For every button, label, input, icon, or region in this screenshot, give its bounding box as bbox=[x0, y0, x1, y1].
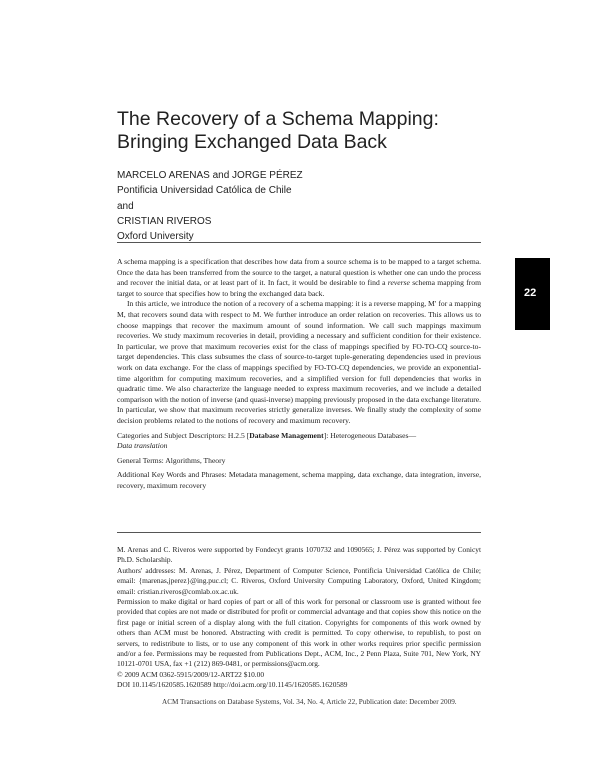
paper-title bbox=[117, 108, 497, 154]
header-divider bbox=[117, 242, 481, 243]
emphasis: reverse bbox=[387, 278, 410, 288]
footnote-divider bbox=[117, 532, 481, 533]
article-number-tab bbox=[515, 258, 550, 330]
text: schema mapping from target to source that specifies how to bring the exchanged data back. bbox=[117, 278, 481, 298]
text: Data translation bbox=[117, 441, 168, 451]
general-terms: General Terms: Algorithms, Theory bbox=[117, 455, 226, 465]
article-number: 22 bbox=[524, 287, 537, 299]
author-block bbox=[117, 168, 303, 244]
text: A schema mapping is a specification that describes how data from a source schema is to be mapped to a target schema. Once the data has been transferred from the source to the target, a natural question is whether one can undo the process and recover the initial data, or at least part of it. In fact, it would be desirable to find a bbox=[117, 257, 481, 288]
categories bbox=[117, 431, 481, 452]
permission-note: Permission to make digital or hard copies of part or all of this work for personal or classroom use is granted without fee provided that copies are not made or distributed for profit or commercial advantage and that copies show this notice on the first page or initial screen of a display along with the full citation. Copyrights for components of this work owned by others than ACM must be honored. Abstracting with credit is permitted. To copy otherwise, to republish, to post on servers, to redistribute to lists, or to use any component of this work in other works requires prior specific permission and/or a fee. Permissions may be requested from Publications Dept., ACM, Inc., 2 Penn Plaza, Suite 701, New York, NY 10121-0701 USA, fax +1 (212) 869-0481, or permissions@acm.org. bbox=[117, 597, 481, 669]
text: Categories and Subject Descriptors: H.2.5 [ bbox=[117, 430, 250, 440]
text: Database Management bbox=[249, 430, 324, 440]
funding-note: M. Arenas and C. Riveros were supported by Fondecyt grants 1070732 and 1090565; J. Pérez was supported by Conicyt Ph.D. Scholarship. bbox=[117, 545, 481, 565]
title-line-1: The Recovery of a Schema Mapping: bbox=[117, 108, 439, 130]
text: ]: Heterogeneous Databases— bbox=[323, 430, 417, 440]
affiliation-1: Pontificia Universidad Católica de Chile bbox=[117, 185, 292, 197]
abstract bbox=[117, 257, 481, 491]
authors-line-2: CRISTIAN RIVEROS bbox=[117, 215, 212, 227]
addresses-note: Authors' addresses: M. Arenas, J. Pérez, Department of Computer Science, Pontificia Universidad Católica de Chile; email: {marenas,jperez}@ing.puc.cl; C. Riveros, Oxford University Computing Laboratory, Oxford, United Kingdom; email: cristian.riveros@comlab.ox.ac.uk. bbox=[117, 565, 481, 596]
doi-note: DOI 10.1145/1620585.1620589 http://doi.acm.org/10.1145/1620585.1620589 bbox=[117, 680, 348, 690]
affiliation-2: Oxford University bbox=[117, 231, 194, 243]
authors-and: and bbox=[117, 200, 134, 212]
title-line-2: Bringing Exchanged Data Back bbox=[117, 131, 387, 153]
authors-line-1: MARCELO ARENAS and JORGE PÉREZ bbox=[117, 170, 303, 181]
abstract-paragraph-1 bbox=[117, 257, 481, 299]
keywords: Additional Key Words and Phrases: Metadata management, schema mapping, data exchange, data integration, inverse, recovery, maximum recovery bbox=[117, 470, 481, 490]
footnotes bbox=[117, 545, 481, 691]
copyright-note: © 2009 ACM 0362-5915/2009/12-ART22 $10.00 bbox=[117, 669, 265, 679]
abstract-paragraph-2: In this article, we introduce the notion of a recovery of a schema mapping: it is a reverse mapping, M′ for a mapping M, that recovers sound data with respect to M. We further introduce an order relation on recoveries. This allows us to choose mappings that recover the maximum amount of sound information. We call such mappings maximum recoveries. We study maximum recoveries in detail, providing a necessary and sufficient condition for their existence. In particular, we prove that maximum recoveries exist for the class of mappings specified by FO-TO-CQ source-to-target dependencies. This class subsumes the class of source-to-target tuple-generating dependencies used in previous work on data exchange. For the class of mappings specified by FO-TO-CQ dependencies, we provide an exponential-time algorithm for computing maximum recoveries, and a simplified version for full dependencies that works in quadratic time. We also characterize the language needed to express maximum recoveries, and we include a detailed comparison with the notion of inverse (and quasi-inverse) mapping previously proposed in the data exchange literature. In particular, we show that maximum recoveries strictly generalize inverses. We finally study the complexity of some decision problems related to the notions of recovery and maximum recovery. bbox=[117, 299, 481, 425]
journal-footer: ACM Transactions on Database Systems, Vol. 34, No. 4, Article 22, Publication date: December 2009. bbox=[162, 698, 457, 706]
